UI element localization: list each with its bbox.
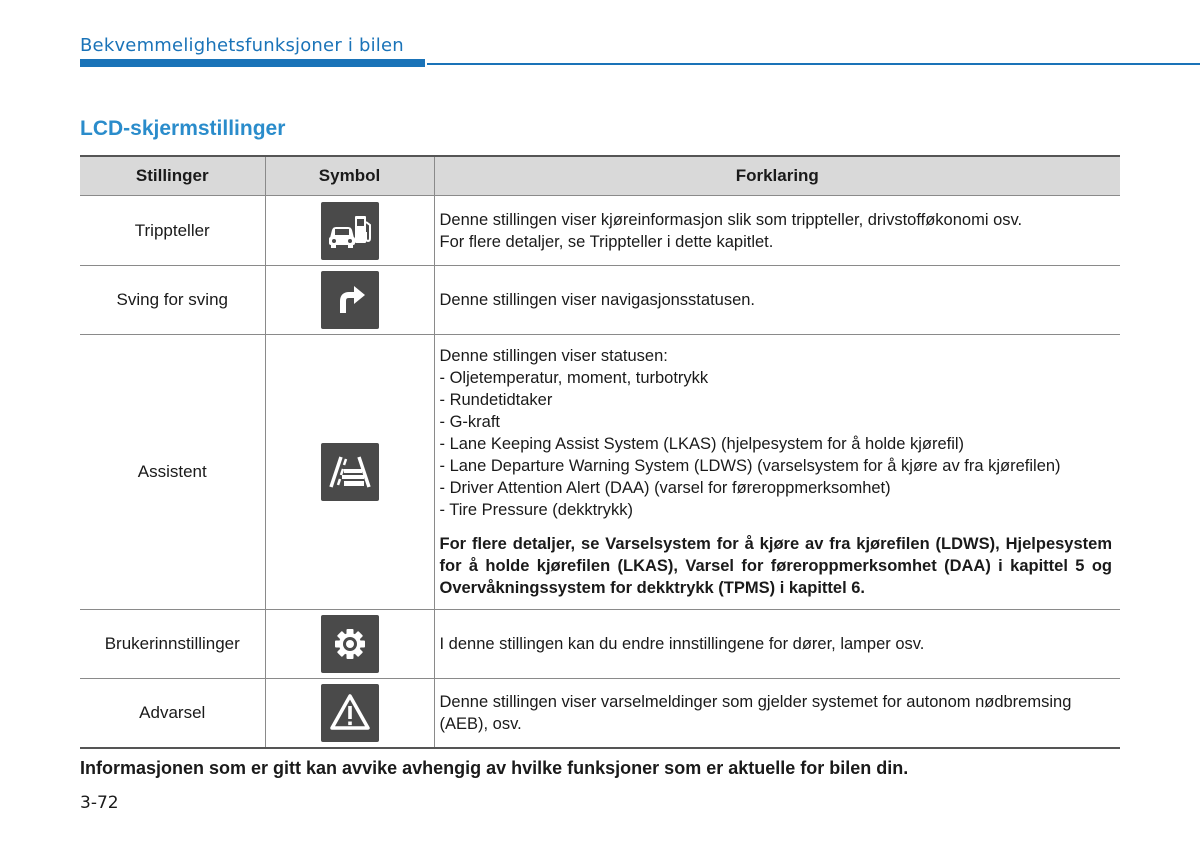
description-line: - Driver Attention Alert (DAA) (varsel for føreroppmerksomhet) [439,479,891,497]
table-row [80,266,1120,335]
table-row [80,610,1120,679]
chapter-header-title: Bekvemmelighetsfunksjoner i bilen [80,35,404,56]
setting-name: Advarsel [80,679,265,748]
description-line: Denne stillingen viser kjøreinformasjon slik som trippteller, drivstofføkonomi osv. [439,210,1023,229]
description-line: Denne stillingen viser statusen: [439,347,668,365]
trip-computer-icon [321,202,379,260]
footnote: Informasjonen som er gitt kan avvike avhengig av hvilke funksjoner som er aktuelle for bilen din. [80,758,909,778]
setting-name: Brukerinnstillinger [80,610,265,679]
table-row [80,679,1120,748]
description-line: - Oljetemperatur, moment, turbotrykk [439,369,709,387]
description-line: For flere detaljer, se Trippteller i dette kapitlet. [439,232,774,251]
description-line: - Tire Pressure (dekktrykk) [439,501,633,519]
warning-triangle-icon [321,684,379,742]
description-line: - Lane Departure Warning System (LDWS) (varselsystem for å kjøre av fra kjørefilen) [439,457,1061,475]
description-line: Denne stillingen viser varselmeldinger som gjelder systemet for autonom nødbremsing (AEB), osv. [439,692,1072,733]
table-row [80,196,1120,266]
description-line: - Rundetidtaker [439,391,553,409]
gear-icon [321,615,379,673]
turn-right-arrow-icon [321,271,379,329]
setting-name: Trippteller [80,196,265,266]
reference-note: For flere detaljer, se Varselsystem for å kjøre av fra kjørefilen (LDWS), Hjelpesystem for å holde kjørefilen (LKAS), Varsel for føreroppmerksomhet (DAA) i kapittel 5 og Overvåkningssystem for dekktrykk (TPMS) i kapittel 6. [439,535,1112,597]
column-header-explanation: Forklaring [434,156,1120,196]
lane-assist-icon [321,443,379,501]
page-number: 3-72 [80,793,119,813]
table-row [80,335,1120,610]
table-header-row [80,156,1120,196]
header-accent-bar [80,59,425,67]
column-header-symbol: Symbol [265,156,434,196]
description-line: - G-kraft [439,413,500,431]
section-title: LCD-skjermstillinger [80,117,286,140]
setting-name: Assistent [80,335,265,610]
lcd-settings-table [80,155,1120,749]
description-line: I denne stillingen kan du endre innstillingene for dører, lamper osv. [439,635,925,653]
header-rule [427,63,1200,65]
description-line: - Lane Keeping Assist System (LKAS) (hjelpesystem for å holde kjørefil) [439,435,965,453]
setting-name: Sving for sving [80,266,265,335]
column-header-settings: Stillinger [80,156,265,196]
description-line: Denne stillingen viser navigasjonsstatusen. [439,291,756,309]
